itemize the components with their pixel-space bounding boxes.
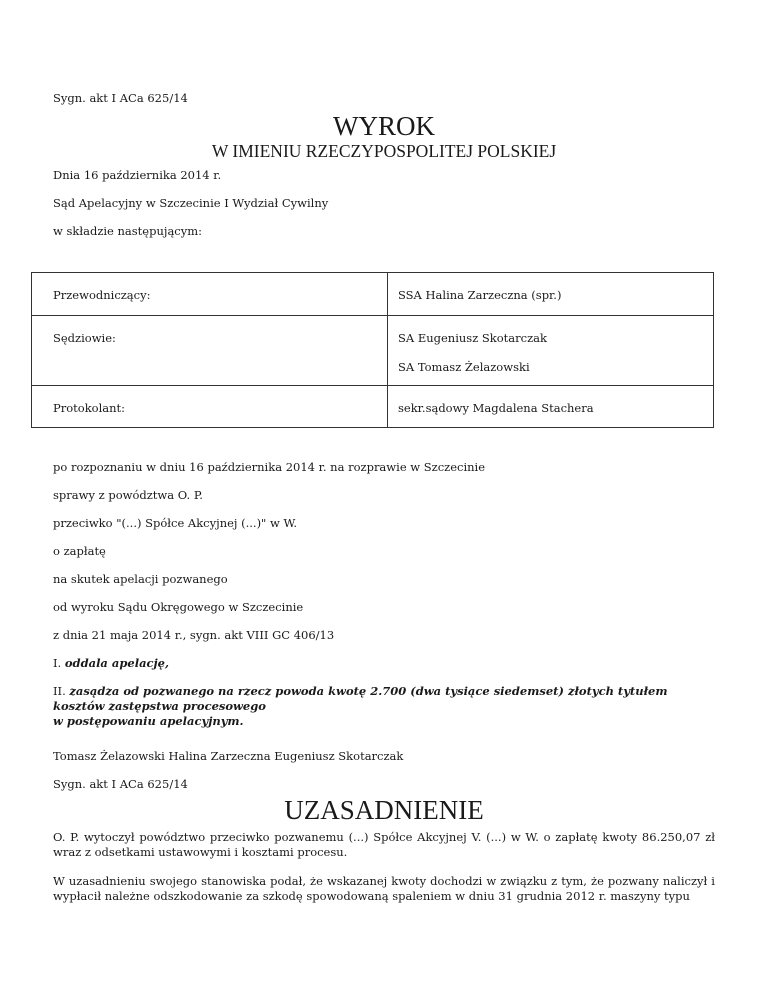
chair-label: Przewodniczący: (32, 273, 388, 316)
chair-value: SSA Halina Zarzeczna (spr.) (388, 273, 714, 316)
case-number: Sygn. akt I ACa 625/14 (53, 91, 188, 105)
judges-label: Sędziowie: (32, 316, 388, 386)
point-number: II. (53, 684, 66, 698)
court-name: Sąd Apelacyjny w Szczecinie I Wydział Cywilny (53, 196, 329, 210)
composition-table (31, 272, 714, 428)
body-line: sprawy z powództwa O. P. (53, 488, 203, 502)
verdict-date: Dnia 16 października 2014 r. (53, 168, 222, 182)
body-line: przeciwko "(...) Spółce Akcyjnej (...)" w W. (53, 516, 297, 530)
table-row (32, 273, 714, 316)
table-row (32, 316, 714, 386)
justification-title: UZASADNIENIE (284, 795, 484, 825)
judge-name: SA Tomasz Żelazowski (398, 360, 530, 374)
body-line: z dnia 21 maja 2014 r., sygn. akt VIII GC 406/13 (53, 628, 335, 642)
body-line: od wyroku Sądu Okręgowego w Szczecinie (53, 600, 304, 614)
justification-paragraph: W uzasadnieniu swojego stanowiska podał, że wskazanej kwoty dochodzi w związku z tym, że pozwany naliczył i wypłacił należne odszkodowanie za szkodę spowodowaną spaleniem w dniu 31 grudnia 2012 r. maszyny typu (53, 874, 715, 903)
clerk-value: sekr.sądowy Magdalena Stachera (388, 386, 714, 428)
ruling-point-2 (53, 684, 715, 729)
justification-case-number: Sygn. akt I ACa 625/14 (53, 777, 188, 791)
verdict-title: WYROK (333, 111, 435, 141)
point-text: oddala apelację, (64, 656, 169, 670)
clerk-label: Protokolant: (32, 386, 388, 428)
body-line: na skutek apelacji pozwanego (53, 572, 228, 586)
signatures: Tomasz Żelazowski Halina Zarzeczna Eugeniusz Skotarczak (53, 749, 404, 763)
point-text: zasądza od pozwanego na rzecz powoda kwotę 2.700 (dwa tysiące siedemset) złotych tytułem kosztów zastępstwa procesowego (53, 684, 668, 713)
judge-name: SA Eugeniusz Skotarczak (398, 331, 547, 345)
verdict-subtitle: W IMIENIU RZECZYPOSPOLITEJ POLSKIEJ (211, 141, 557, 161)
table-row (32, 386, 714, 428)
judges-value (388, 316, 714, 386)
point-text-continued: w postępowaniu apelacyjnym. (53, 714, 244, 728)
body-line: o zapłatę (53, 544, 106, 558)
composition-intro: w składzie następującym: (53, 224, 203, 238)
ruling-point-1 (53, 656, 715, 671)
body-line: po rozpoznaniu w dniu 16 października 2014 r. na rozprawie w Szczecinie (53, 460, 486, 474)
point-number: I. (53, 656, 62, 670)
justification-paragraph: O. P. wytoczył powództwo przeciwko pozwanemu (...) Spółce Akcyjnej V. (...) w W. o zapłatę kwoty 86.250,07 zł wraz z odsetkami ustawowymi i kosztami procesu. (53, 830, 715, 859)
